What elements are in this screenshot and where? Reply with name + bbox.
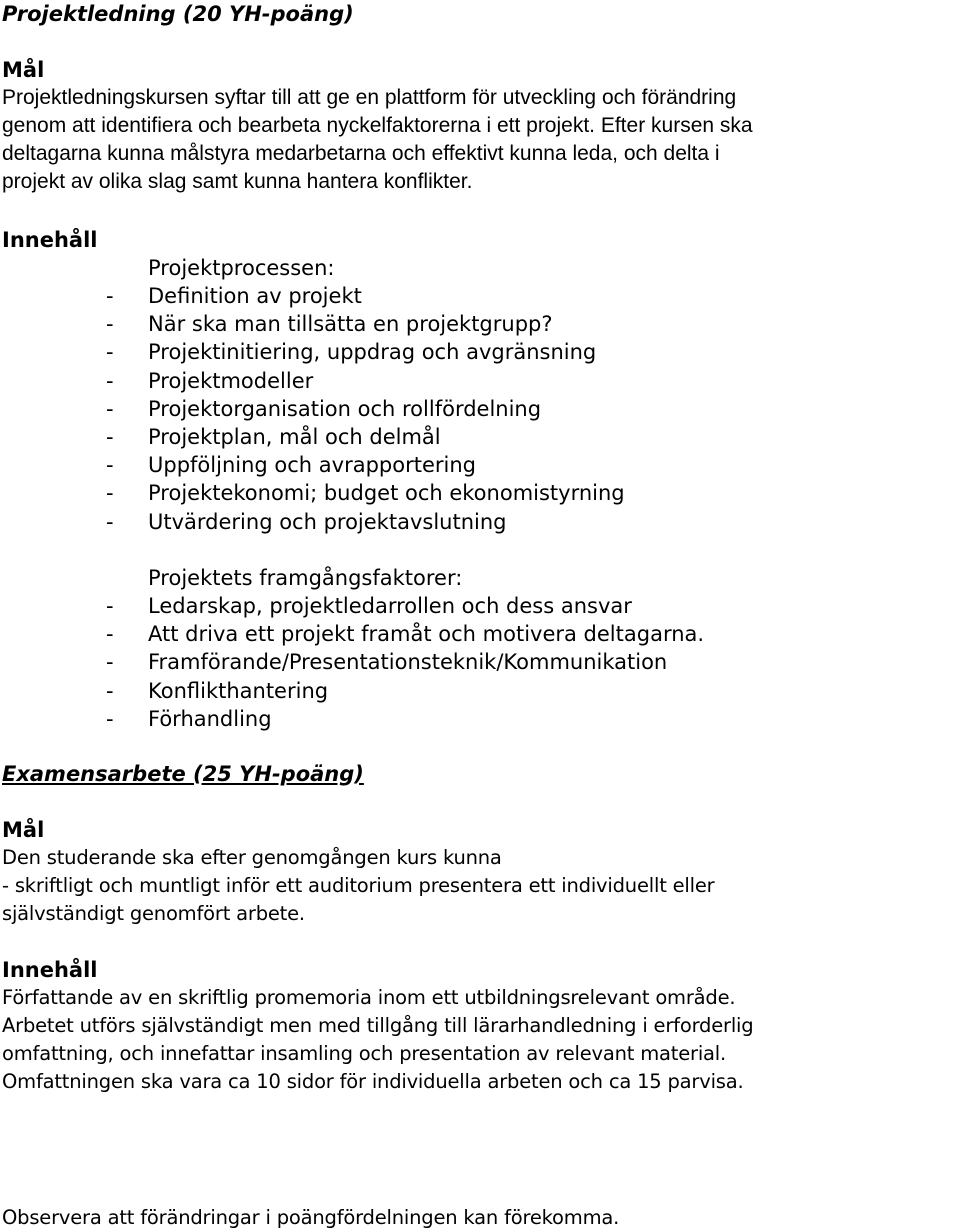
list-item-text: Ledarskap, projektledarrollen och dess ansvar	[148, 594, 632, 618]
list-item-text: Projektinitiering, uppdrag och avgränsning	[148, 340, 597, 365]
success-list-title: Projektets framgångsfaktorer:	[148, 566, 463, 590]
content-heading-projektledning: Innehåll	[2, 228, 98, 252]
list-item-text: När ska man tillsätta en projektgrupp?	[148, 312, 553, 337]
dash-bullet: -	[106, 650, 114, 675]
list-item-text: Definition av projekt	[148, 284, 362, 308]
dash-bullet: -	[106, 312, 114, 337]
dash-bullet: -	[106, 594, 114, 618]
goal-line: deltagarna kunna målstyra medarbetarna och effektivt kunna leda, och delta i	[2, 142, 720, 165]
dash-bullet: -	[106, 481, 114, 506]
list-item-text: Utvärdering och projektavslutning	[148, 509, 507, 534]
goal-heading-examensarbete: Mål	[2, 818, 45, 842]
goal-line: - skriftligt och muntligt inför ett auditorium presentera ett individuellt eller	[2, 874, 715, 897]
goal-line: projekt av olika slag samt kunna hantera konflikter.	[2, 170, 473, 193]
list-item-text: Att driva ett projekt framåt och motivera deltagarna.	[148, 622, 705, 647]
list-item-text: Projektorganisation och rollfördelning	[148, 396, 542, 421]
goal-text-projektledning	[2, 84, 957, 196]
course-title-examensarbete: Examensarbete (25 YH-poäng)	[2, 762, 364, 786]
dash-bullet: -	[106, 396, 114, 421]
list-item-text: Framförande/Presentationsteknik/Kommunikation	[148, 650, 668, 675]
dash-bullet: -	[106, 509, 114, 534]
content-line: omfattning, och innefattar insamling och presentation av relevant material.	[2, 1042, 727, 1065]
list-item-text: Förhandling	[148, 706, 272, 731]
dash-bullet: -	[106, 453, 114, 478]
list-item-text: Projektekonomi; budget och ekonomistyrning	[148, 481, 625, 506]
content-line: Omfattningen ska vara ca 10 sidor för individuella arbeten och ca 15 parvisa.	[2, 1070, 744, 1093]
dash-bullet: -	[106, 678, 114, 703]
dash-bullet: -	[106, 706, 114, 731]
dash-bullet: -	[106, 368, 114, 393]
list-item-text: Projektmodeller	[148, 368, 314, 393]
dash-bullet: -	[106, 424, 114, 449]
dash-bullet: -	[106, 284, 114, 308]
content-text-examensarbete	[2, 984, 957, 1096]
list-item-text: Projektplan, mål och delmål	[148, 424, 441, 449]
goal-text-examensarbete	[2, 844, 957, 928]
content-heading-examensarbete: Innehåll	[2, 958, 98, 982]
list-item-text: Uppföljning och avrapportering	[148, 453, 476, 478]
content-line: Författande av en skriftlig promemoria inom ett utbildningsrelevant område.	[2, 986, 736, 1009]
footer-note-text: Observera att förändringar i poängfördelningen kan förekomma.	[2, 1206, 620, 1229]
list-item-text: Konflikthantering	[148, 678, 329, 703]
goal-line: Projektledningskursen syftar till att ge en plattform för utveckling och förändring	[2, 86, 737, 109]
dash-bullet: -	[106, 340, 114, 365]
goal-line: självständigt genomfört arbete.	[2, 902, 305, 925]
footer-note	[2, 1204, 957, 1232]
goal-line: Den studerande ska efter genomgången kurs kunna	[2, 846, 502, 869]
goal-line: genom att identifiera och bearbeta nyckelfaktorerna i ett projekt. Efter kursen ska	[2, 114, 753, 137]
goal-heading-projektledning: Mål	[2, 58, 45, 82]
process-list-title: Projektprocessen:	[148, 256, 335, 280]
dash-bullet: -	[106, 622, 114, 647]
course-title-projektledning: Projektledning (20 YH-poäng)	[2, 2, 354, 26]
content-line: Arbetet utförs självständigt men med tillgång till lärarhandledning i erforderlig	[2, 1014, 754, 1037]
